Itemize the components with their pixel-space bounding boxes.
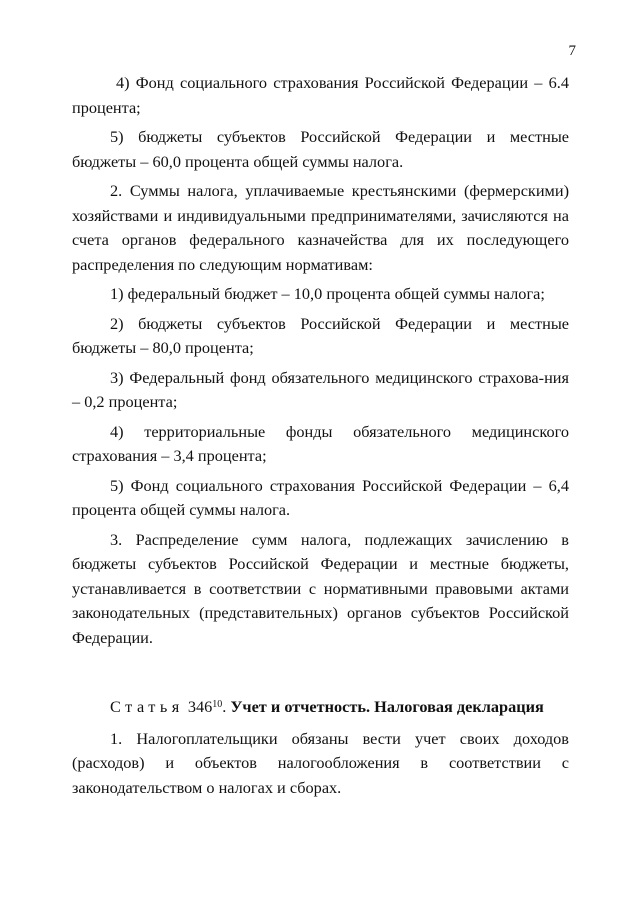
paragraph-territorial-medical-funds: 4) территориальные фонды обязательного медицинского страхования – 3,4 процента;	[72, 421, 569, 465]
paragraph-fund-social-insurance-2: 5) Фонд социального страхования Российской Федерации – 6,4 процента общей суммы налога.	[72, 475, 569, 519]
paragraph-clause-2: 2. Суммы налога, уплачиваемые крестьянскими (фермерскими) хозяйствами и индивидуальными предпринимателями, зачисляются на счета органов федерального казначейства для их последующего распределения по следующим нормативам:	[72, 181, 569, 274]
article-paragraph-1: 1. Налогоплательщики обязаны вести учет своих доходов (расходов) и объектов налогообложения в соответствии с законодательством о налогах и сборах.	[72, 728, 569, 797]
paragraph-clause-3: 3. Распределение сумм налога, подлежащих зачислению в бюджеты субъектов Российской Федерации и местные бюджеты, устанавливается в соответствии с нормативными правовыми актами законодательных (представительных) органов субъектов Российской Федерации.	[72, 529, 569, 647]
article-title: Учет и отчетность. Налоговая декларация	[230, 697, 544, 716]
article-number: $346^{10}$.	[187, 697, 227, 716]
article-heading	[72, 695, 569, 720]
page-number: 7	[568, 43, 576, 59]
paragraph-regional-local-budgets-2: 2) бюджеты субъектов Российской Федерации и местные бюджеты – 80,0 процента;	[72, 313, 569, 357]
paragraph-federal-medical-fund: 3) Федеральный фонд обязательного медицинского страхова-ния – 0,2 процента;	[72, 367, 569, 411]
document-body	[72, 71, 569, 805]
article-number-superscript: 10	[212, 699, 223, 710]
paragraph-fund-social-insurance-1: 4) Фонд социального страхования Российской Федерации – 6.4 процента;	[72, 73, 569, 117]
paragraph-federal-budget: 1) федеральный бюджет – 10,0 процента общей суммы налога;	[110, 284, 545, 303]
article-label: Статья	[110, 697, 184, 716]
paragraph-regional-local-budgets-1: 5) бюджеты субъектов Российской Федерации и местные бюджеты – 60,0 процента общей суммы налога.	[72, 127, 569, 171]
